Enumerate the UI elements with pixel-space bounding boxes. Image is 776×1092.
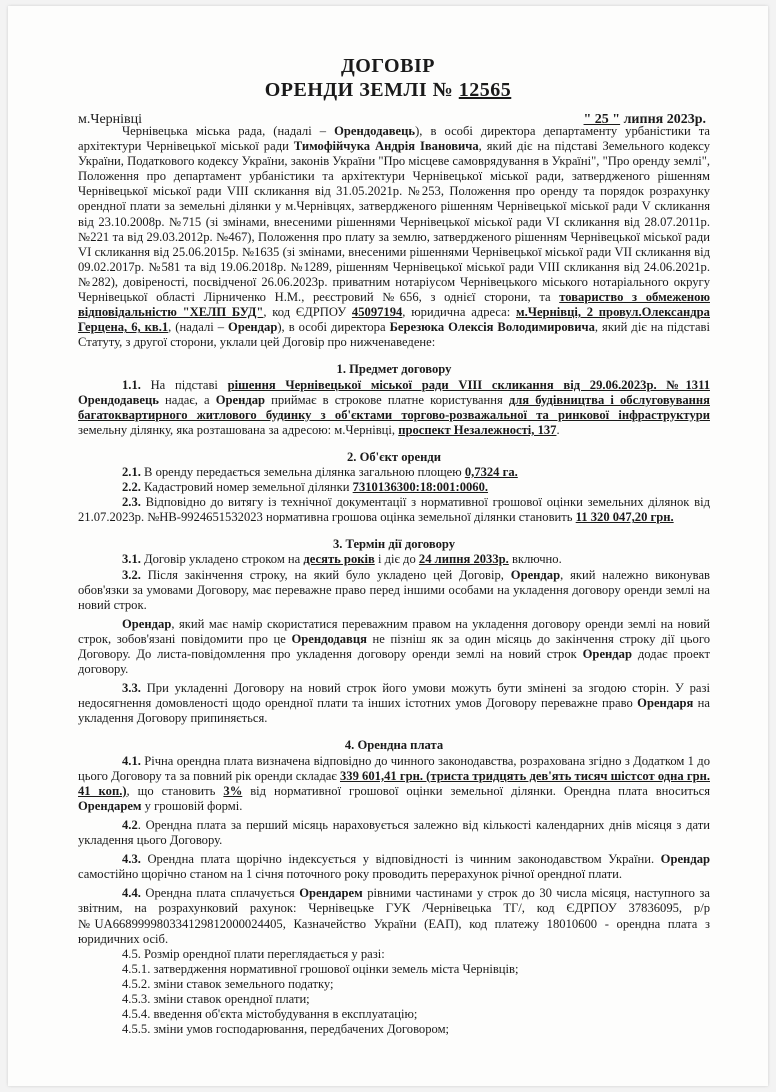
- clause-2-1: 2.1. В оренду передається земельна ділянка загальною площею 0,7324 га.: [122, 464, 518, 479]
- document-body: [78, 124, 710, 1037]
- clause-3-2-notice: Орендар, який має намір скористатися переважним правом на укладення договору оренди землі на новий строк, зобов'язані повідомити про це Орендодавця не пізніш як за один місяць до закінчення строку дії цього Договору. До листа-повідомлення про укладення договору оренди землі на новий строк Орендар додає проект договору.: [78, 616, 710, 677]
- clause-4-2: 4.2. Орендна плата за перший місяць нараховується залежно від кількості календарних днів місяця з дати укладення цього Договору.: [78, 817, 710, 848]
- document-subtitle: ОРЕНДИ ЗЕМЛІ № 12565: [264, 79, 512, 101]
- contract-date: " 25 " липня 2023р.: [583, 112, 706, 127]
- clause-2-2: 2.2. Кадастровий номер земельної ділянки 7310136300:18:001:0060.: [122, 480, 489, 495]
- section-3-heading: 3. Термін дії договору: [332, 537, 456, 552]
- document-title: ДОГОВІР: [341, 55, 435, 77]
- list-item: 4.5.5. зміни умов господарювання, передбачених Договором;: [122, 1022, 450, 1037]
- list-item: 4.5.4. введення об'єкта містобудування в експлуатацію;: [122, 1007, 418, 1022]
- section-4-heading: 4. Орендна плата: [344, 738, 444, 753]
- document-page: [8, 6, 768, 1086]
- city: м.Чернівці: [78, 112, 143, 127]
- contract-number: 12565: [458, 79, 512, 101]
- section-2-heading: 2. Об'єкт оренди: [347, 449, 441, 464]
- clause-4-1: 4.1. Річна орендна плата визначена відповідно до чинного законодавства, розрахована згідно з Додатком 1 до цього Договору та за повний рік оренди складає 339 601,41 грн. (триста тридцять дев'ять тисяч шістсот одна грн. 41 коп.), що становить 3% від нормативної грошової оцінки земельної ділянки. Орендна плата вноситься Орендарем у грошовій формі.: [78, 753, 710, 813]
- list-item: 4.5.3. зміни ставок орендної плати;: [122, 991, 310, 1006]
- clause-3-2: 3.2. Після закінчення строку, на який було укладено цей Договір, Орендар, який належно виконував обов'язки за умовами Договору, має переважне право перед іншими особами на укладення договору оренди землі на новий строк.: [78, 567, 710, 612]
- clause-2-3: 2.3. Відповідно до витягу із технічної документації з нормативної грошової оцінки земельних ділянок від 21.07.2023р. №НВ-9924651532023 нормативна грошова оцінка земельної ділянки становить 11 320 047,20 грн.: [78, 495, 710, 525]
- clause-3-3: 3.3. При укладенні Договору на новий строк його умови можуть бути змінені за згодою сторін. У разі недосягнення домовленості щодо орендної плати та інших істотних умов Договору переважне право Орендаря на укладення Договору припиняється.: [78, 681, 711, 726]
- clause-4-3: 4.3. Орендна плата щорічно індексується у відповідності із чинним законодавством України. Орендар самостійно щорічно станом на 1 січня поточного року проводить перерахунок річної орендної плати.: [78, 852, 710, 882]
- list-item: 4.5.2. зміни ставок земельного податку;: [122, 976, 334, 991]
- section-1-heading: 1. Предмет договору: [336, 362, 452, 377]
- clause-3-1: 3.1. Договір укладено строком на десять років і діє до 24 липня 2033р. включно.: [122, 552, 562, 567]
- clause-4-5: 4.5. Розмір орендної плати переглядається у разі:: [122, 946, 385, 961]
- list-item: 4.5.1. затвердження нормативної грошової оцінки земель міста Чернівців;: [122, 961, 519, 976]
- clause-1-1: 1.1. На підставі рішення Чернівецької міської ради VIII скликання від 29.06.2023р. №1311 Орендодавець надає, а Орендар приймає в строкове платне користування для будівництва і обслуговування багатоквартирного житлового будинку з об'єктами торгово-розважальної та ринкової інфраструктури земельну ділянку, яка розташована за адресою: м.Чернівці, проспект Незалежності, 137.: [78, 377, 710, 437]
- intro-paragraph: Чернівецька міська рада, (надалі – Орендодавець), в особі директора департаменту урбаністики та архітектури Чернівецької міської ради Тимофійчука Андрія Івановича, який діє на підставі Земельного кодексу України, Податкового кодексу України, законів України "Про місцеве самоврядування в Україні", "Про оренду землі", Положення про департамент урбаністики та архітектури Чернівецької міської ради, затвердженого рішенням Чернівецької міської ради VIII скликання від 31.05.2021р. №253, Положення про оренду та порядок розрахунку орендної плати за земельні ділянки у м.Чернівцях, затвердженого рішенням Чернівецької міської ради V скликання від 23.10.2008р. №715 (зі змінами, внесеними рішеннями Чернівецької міської ради VI скликання від 28.07.2011р. №221 та від 29.03.2012р. №467), Положення про плату за землю, затвердженого рішенням Чернівецької міської ради VI скликання від 25.06.2015р. №1635 (зі змінами, внесеними рішеннями Чернівецької міської ради VII скликання від 09.02.2017р. №581 та від 19.06.2018р. №1289, рішенням Чернівецької міської ради VIII скликання від 24.06.2021р. №282), довіреності, посвідченої 26.06.2023р. приватним нотаріусом Чернівецького міського нотаріального округу Чернівецької області Лірниченко Н.М., реєстровий №656, з однієї сторони, та товариство з обмеженою відповідальністю "ХЕЛП БУД", код ЄДРПОУ 45097194, юридична адреса: м.Чернівці, 2 провул.Олександра Герцена, 6, кв.1, (надалі – Орендар), в особі директора Березюка Олексія Володимировича, який діє на підставі Статуту, з другої сторони, уклали цей Договір про нижченаведене:: [78, 124, 711, 350]
- clause-4-4: 4.4. Орендна плата сплачується Орендарем рівними частинами у строк до 30 числа місяця, наступного за звітним, на розрахунковий рахунок: Чернівецьке ГУК /Чернівецька ТГ/, код ЄДРПОУ 37836095, р/р №UA668999980334129812000024405, Казначейство України (ЕАП), код платежу 18010600 - орендна плата з юридичних осіб.: [78, 886, 710, 946]
